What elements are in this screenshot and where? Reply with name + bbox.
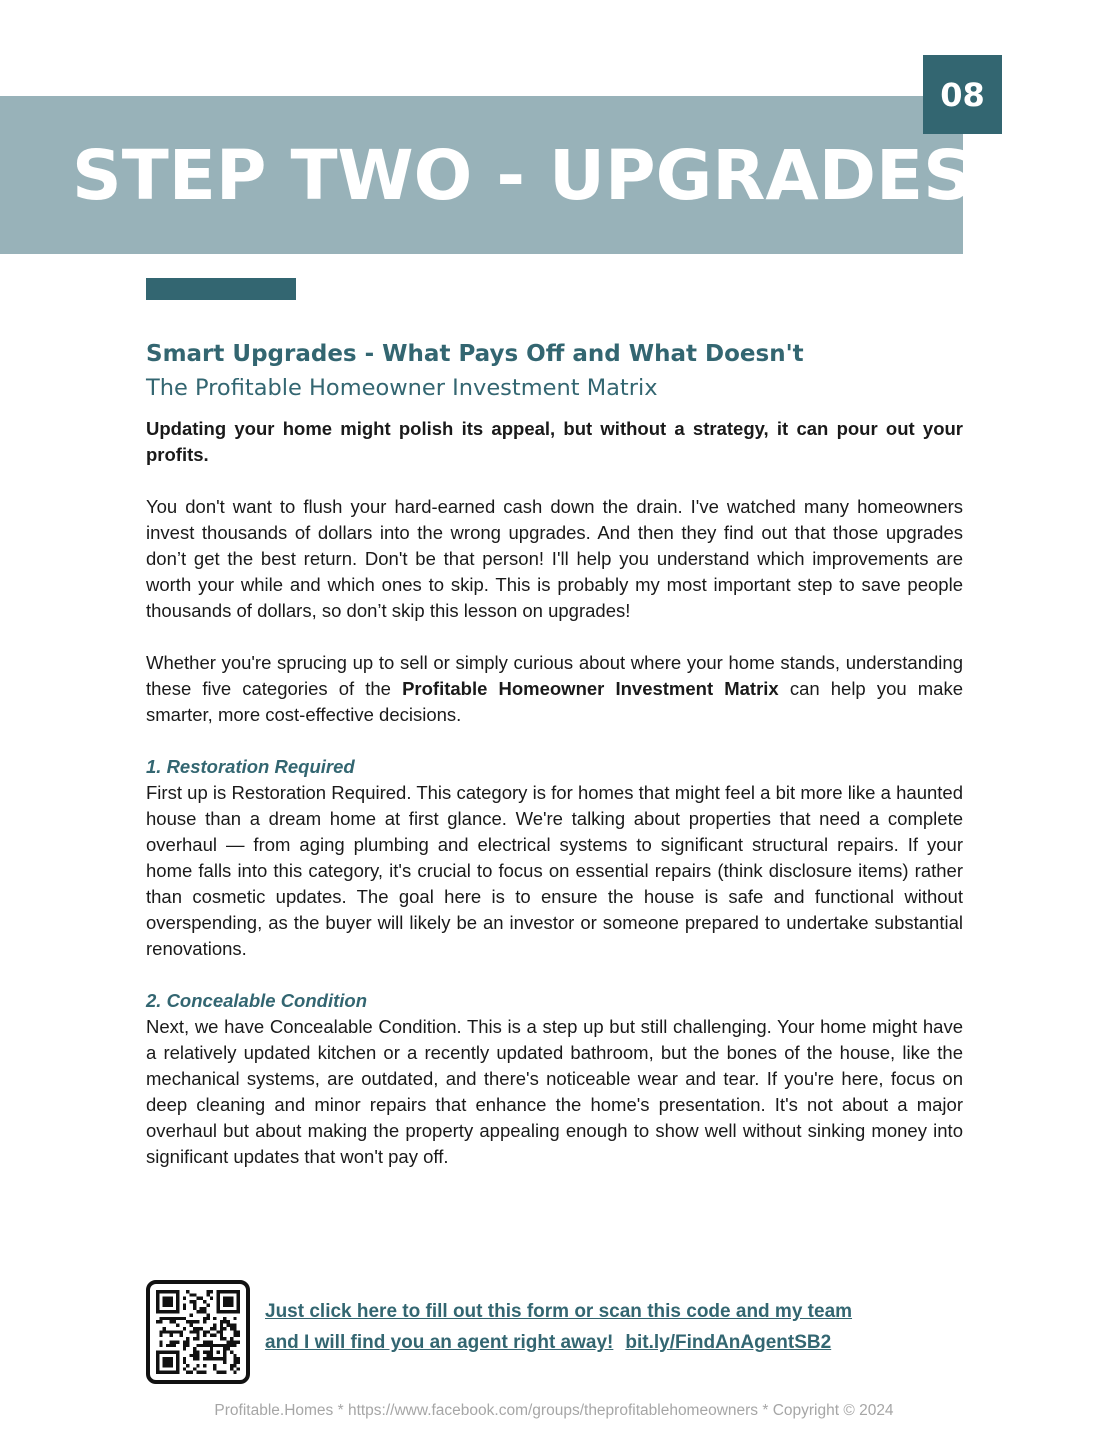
matrix-name: Profitable Homeowner Investment Matrix [402,678,779,699]
page-number-badge: 08 [923,55,1002,134]
article-heading: Smart Upgrades - What Pays Off and What Doesn't [146,341,804,367]
section-restoration [146,754,963,962]
accent-divider [146,278,296,300]
matrix-text-end: can help you make smarter, more cost-effective decisions. [146,678,963,725]
page-title: STEP TWO - UPGRADES [72,136,973,216]
cta-block [265,1296,965,1358]
article [146,338,963,1170]
short-link[interactable]: bit.ly/FindAnAgentSB2 [625,1332,832,1353]
footer: Profitable.Homes * https://www.facebook.com/groups/theprofitablehomeowners * Copyright © 2024 [214,1402,894,1419]
article-subheading: The Profitable Homeowner Investment Matrix [146,375,658,401]
cta-form-link-continued[interactable]: and I will find you an agent right away! [265,1332,614,1353]
section-body: First up is Restoration Required. This category is for homes that might feel a bit more like a haunted house than a dream home at first glance. We're talking about properties that need a complete overhaul — from aging plumbing and electrical systems to significant structural repairs. If your home falls into this category, it's crucial to focus on essential repairs (think disclosure items) rather than cosmetic updates. The goal here is to ensure the house is safe and functional without overspending, as the buyer will likely be an investor or someone prepared to undertake substantial renovations. [146,782,963,959]
intro-paragraph: You don't want to flush your hard-earned cash down the drain. I've watched many homeowners invest thousands of dollars into the wrong upgrades. And then they find out that those upgrades don’t get the best return. Don't be that person! I'll help you understand which improvements are worth your while and which ones to skip. This is probably my most important step to save people thousands of dollars, so don’t skip this lesson on upgrades! [146,496,963,621]
matrix-text-start: Whether you're sprucing up to sell or simply curious about where your home stands, understanding these five categories of the [146,652,963,699]
section-title: 2. Concealable Condition [146,990,367,1011]
section-body: Next, we have Concealable Condition. This is a step up but still challenging. Your home might have a relatively updated kitchen or a recently updated bathroom, but the bones of the house, like the mechanical systems, are outdated, and there's noticeable wear and tear. If you're here, focus on deep cleaning and minor repairs that enhance the home's presentation. It's not about a major overhaul but about making the property appealing enough to show well without sinking money into significant updates that won't pay off. [146,1016,963,1167]
lead-paragraph: Updating your home might polish its appeal, but without a strategy, it can pour out your profits. [146,418,963,465]
cta-form-link[interactable]: Just click here to fill out this form or scan this code and my team [265,1301,853,1322]
section-concealable [146,988,963,1170]
qr-code-icon [156,1290,240,1374]
matrix-paragraph [146,650,963,728]
section-title: 1. Restoration Required [146,756,355,777]
qr-code[interactable] [146,1280,250,1384]
